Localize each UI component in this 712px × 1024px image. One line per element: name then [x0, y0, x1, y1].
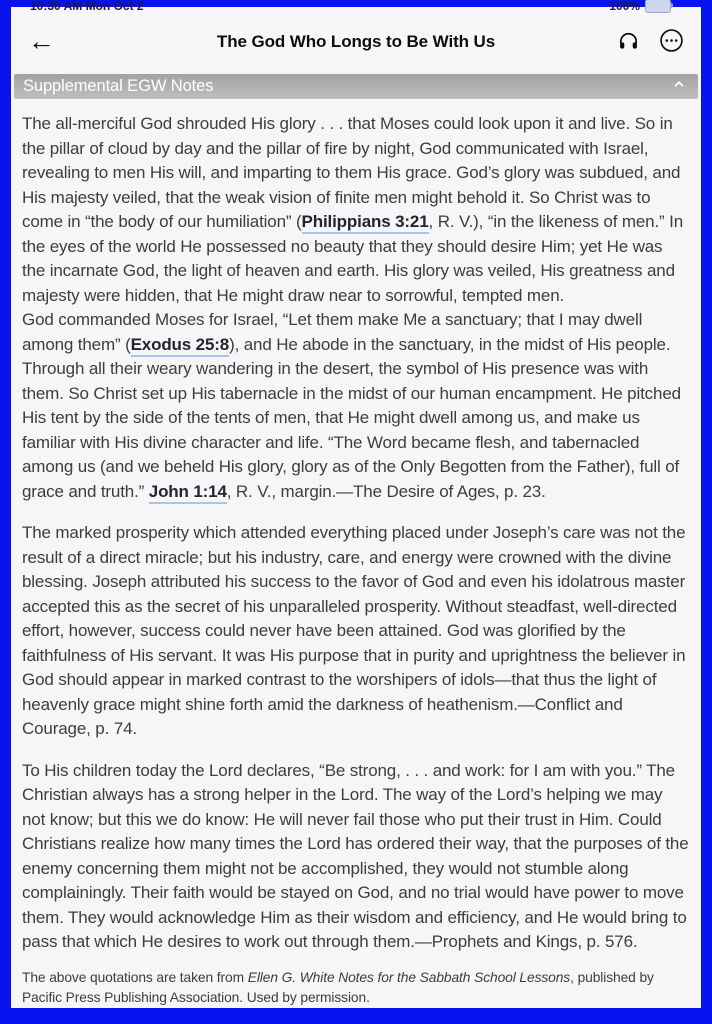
notes-content: [11, 99, 701, 1009]
scripture-link-john-1-14[interactable]: John 1:14: [149, 482, 227, 504]
nav-actions: [617, 28, 684, 56]
egw-note-paragraph-3: To His children today the Lord declares, “Be strong, . . . and work: for I am with you.” The Christian always has a strong helper in the Lord. The way of the Lord’s helping we may not know; but this we do know: He will never fail those who put their trust in Him. Could Christians realize how many times the Lord has ordered their way, that the purposes of the enemy concerning them might not be accomplished, they would not stumble along complainingly. Their faith would be stayed on God, and no trial would have power to move them. They would acknowledge Him as their wisdom and efficiency, and He would bring to pass that which He desires to work out through them.—Prophets and Kings, p. 576.: [22, 760, 689, 951]
app-screen: [11, 0, 701, 1008]
headphones-icon: [617, 29, 640, 55]
section-title: Supplemental EGW Notes: [23, 77, 214, 95]
paragraph-text: The all-merciful God shrouded His glory . . . that Moses could look upon it and live. So in the pillar of cloud by day and the pillar of fire by night, God communicated with Israel, revealing to men His will, and imparting to them His grace. God’s glory was subdued, and His majesty veiled, that the weak vision of finite men might behold it. So Christ was to come in “the body of our humiliation” (: [22, 114, 681, 231]
paragraph-text: , R. V.), “in the likeness of men.” In the eyes of the world He possessed no beauty that they should desire Him; yet He was the incarnate God, the light of heaven and earth. His glory was veiled, His greatness and majesty were hidden, that He might draw near to sorrowful, tempted men.: [22, 212, 683, 305]
paragraph-text: ), and He abode in the sanctuary, in the midst of His people. Through all their weary wandering in the desert, the symbol of His presence was with them. So Christ set up His tabernacle in the midst of our human encampment. He pitched His tent by the side of the tents of men, that He might dwell among us, and make us familiar with His divine character and life. “The Word became flesh, and tabernacled among us (and we beheld His glory, glory as of the Only Begotten from the Father), full of grace and truth.”: [22, 334, 681, 501]
page-title: The God Who Longs to Be With Us: [216, 31, 496, 51]
back-button[interactable]: [28, 28, 55, 55]
battery-icon: [645, 0, 671, 13]
more-options-button[interactable]: [659, 28, 684, 56]
egw-note-paragraph-1: [22, 112, 690, 504]
paragraph-text: , R. V., margin.—The Desire of Ages, p. 23.: [226, 481, 546, 501]
chevron-up-icon: [672, 77, 686, 96]
status-time: 10:30 AM Mon Oct 2: [30, 0, 144, 13]
navigation-bar: [11, 13, 701, 70]
ellipsis-circle-icon: [659, 28, 684, 56]
book-title-italic: Ellen G. White Notes for the Sabbath School Lessons: [247, 969, 571, 985]
section-header-supplemental-egw-notes[interactable]: [14, 74, 698, 99]
egw-note-paragraph-2: The marked prosperity which attended everything placed under Joseph’s care was not the result of a direct miracle; but his industry, care, and energy were crowned with the divine blessing. Joseph attributed his success to the favor of God and even his idolatrous master accepted this as the secret of his unparalleled prosperity. Without steadfast, well-directed effort, however, success could never have been attained. God was glorified by the faithfulness of His servant. It was His purpose that in purity and uprightness the believer in God should appear in marked contrast to the worshipers of idols—that thus the light of heavenly grace might shine forth amid the darkness of heathenism.—Conflict and Courage, p. 74.: [22, 523, 686, 738]
scripture-link-philippians-3-21[interactable]: Philippians 3:21: [302, 212, 429, 234]
back-arrow-icon: ←: [28, 26, 55, 56]
listen-audio-button[interactable]: [617, 29, 640, 55]
copyright-note: [22, 968, 690, 1009]
copyright-text: The above quotations are taken from: [22, 969, 248, 985]
scripture-link-exodus-25-8[interactable]: Exodus 25:8: [131, 335, 230, 357]
copyright-text: , published by Pacific Press Publishing Association. Used by permission.: [22, 969, 654, 1005]
paragraph-text: God commanded Moses for Israel, “Let them make Me a sanctuary; that I may dwell among them” (: [22, 310, 643, 354]
battery-percent: 100%: [609, 0, 640, 13]
